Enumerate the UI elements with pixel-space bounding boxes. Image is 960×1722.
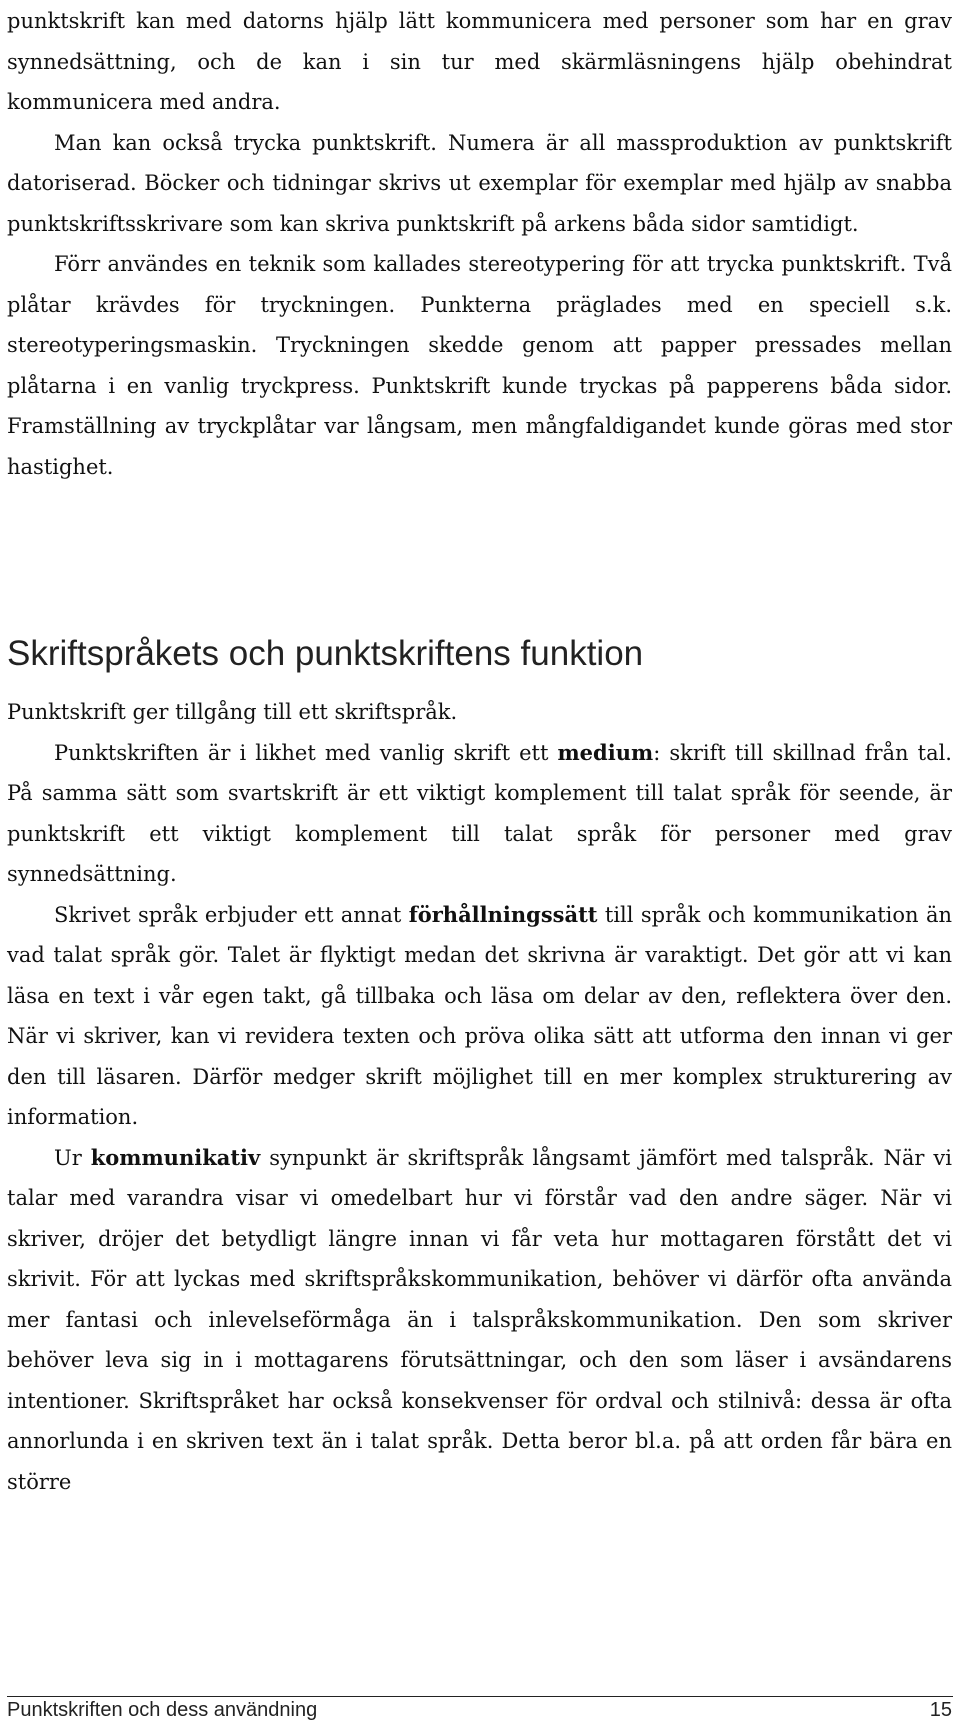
footer-running-title: Punktskriften och dess användning: [7, 1699, 318, 1721]
intro-paragraph-3: Förr användes en teknik som kallades stereotypering för att trycka punktskrift. Två plåtar krävdes för tryckningen. Punkterna präglades med en speciell s.k. stereotyperingsmaskin. Tryckningen skedde genom att papper pressades mellan plåtarna i en vanlig tryckpress. Punktskrift kunde tryckas på papperens båda sidor. Framställning av tryckplåtar var långsam, men mångfaldigandet kunde göras med stor hastighet.: [7, 252, 952, 479]
text-span: Ur: [54, 1145, 91, 1170]
text-span: synpunkt är skriftspråk långsamt jämfört med talspråk. När vi talar med varandra visar vi omedelbart hur vi förstår vad den andre säger. När vi skriver, dröjer det betydligt längre innan vi får veta hur mottagaren förstått det vi skrivit. För att lyckas med skriftspråkskommunikation, behöver vi därför ofta använda mer fantasi och inlevelseförmåga än i talspråkskommunikation. Den som skriver behöver leva sig in i mottagarens förutsättningar, och den som läser i avsändarens intentioner. Skriftspråket har också konsekvenser för ordval och stilnivå: dessa är ofta annorlunda i en skriven text än i talat språk. Detta beror bl.a. på att orden får bära en större: [7, 1145, 952, 1494]
page-number: 15: [929, 1699, 952, 1721]
intro-paragraph-2: Man kan också trycka punktskrift. Numera är all massproduktion av punktskrift datoriserad. Böcker och tidningar skrivs ut exemplar för exemplar med hjälp av snabba punktskriftsskrivare som kan skriva punktskrift på arkens båda sidor samtidigt.: [7, 130, 952, 236]
section-heading: Skriftspråkets och punktskriftens funktion: [7, 634, 644, 673]
text-span: till språk och kommunikation än vad talat språk gör. Talet är flyktigt medan det skrivna är varaktigt. Det gör att vi kan läsa en text i vår egen takt, gå tillbaka och läsa om delar av den, reflektera över den. När vi skriver, kan vi revidera texten och pröva olika sätt att utforma den innan vi ger den till läsaren. Därför medger skrift möjlighet till en mer komplex strukturering av information.: [7, 902, 952, 1129]
section-paragraph-1: Punktskrift ger tillgång till ett skriftspråk.: [7, 700, 458, 724]
footer-divider: [7, 1696, 953, 1697]
text-span: : skrift till skillnad från tal. På samma sätt som svartskrift är ett viktigt komplement till talat språk för seende, är punktskrift ett viktigt komplement till talat språk för personer med grav synnedsättning.: [7, 740, 952, 886]
text-span: Punktskriften är i likhet med vanlig skrift ett: [54, 740, 558, 765]
section-paragraph-2: [7, 733, 952, 895]
section-paragraph-3: [7, 895, 952, 1138]
section-paragraph-4: [7, 1138, 952, 1503]
bold-term-forhallningssatt: förhållningssätt: [408, 901, 598, 927]
bold-term-medium: medium: [557, 739, 654, 765]
bold-term-kommunikativ: kommunikativ: [90, 1144, 261, 1170]
text-span: Skrivet språk erbjuder ett annat: [54, 902, 409, 927]
intro-paragraph-1: punktskrift kan med datorns hjälp lätt kommunicera med personer som har en grav synnedsättning, och de kan i sin tur med skärmläsningens hjälp obehindrat kommunicera med andra.: [7, 9, 952, 114]
intro-text-block: [7, 1, 952, 487]
section-text-block: [7, 692, 952, 1502]
